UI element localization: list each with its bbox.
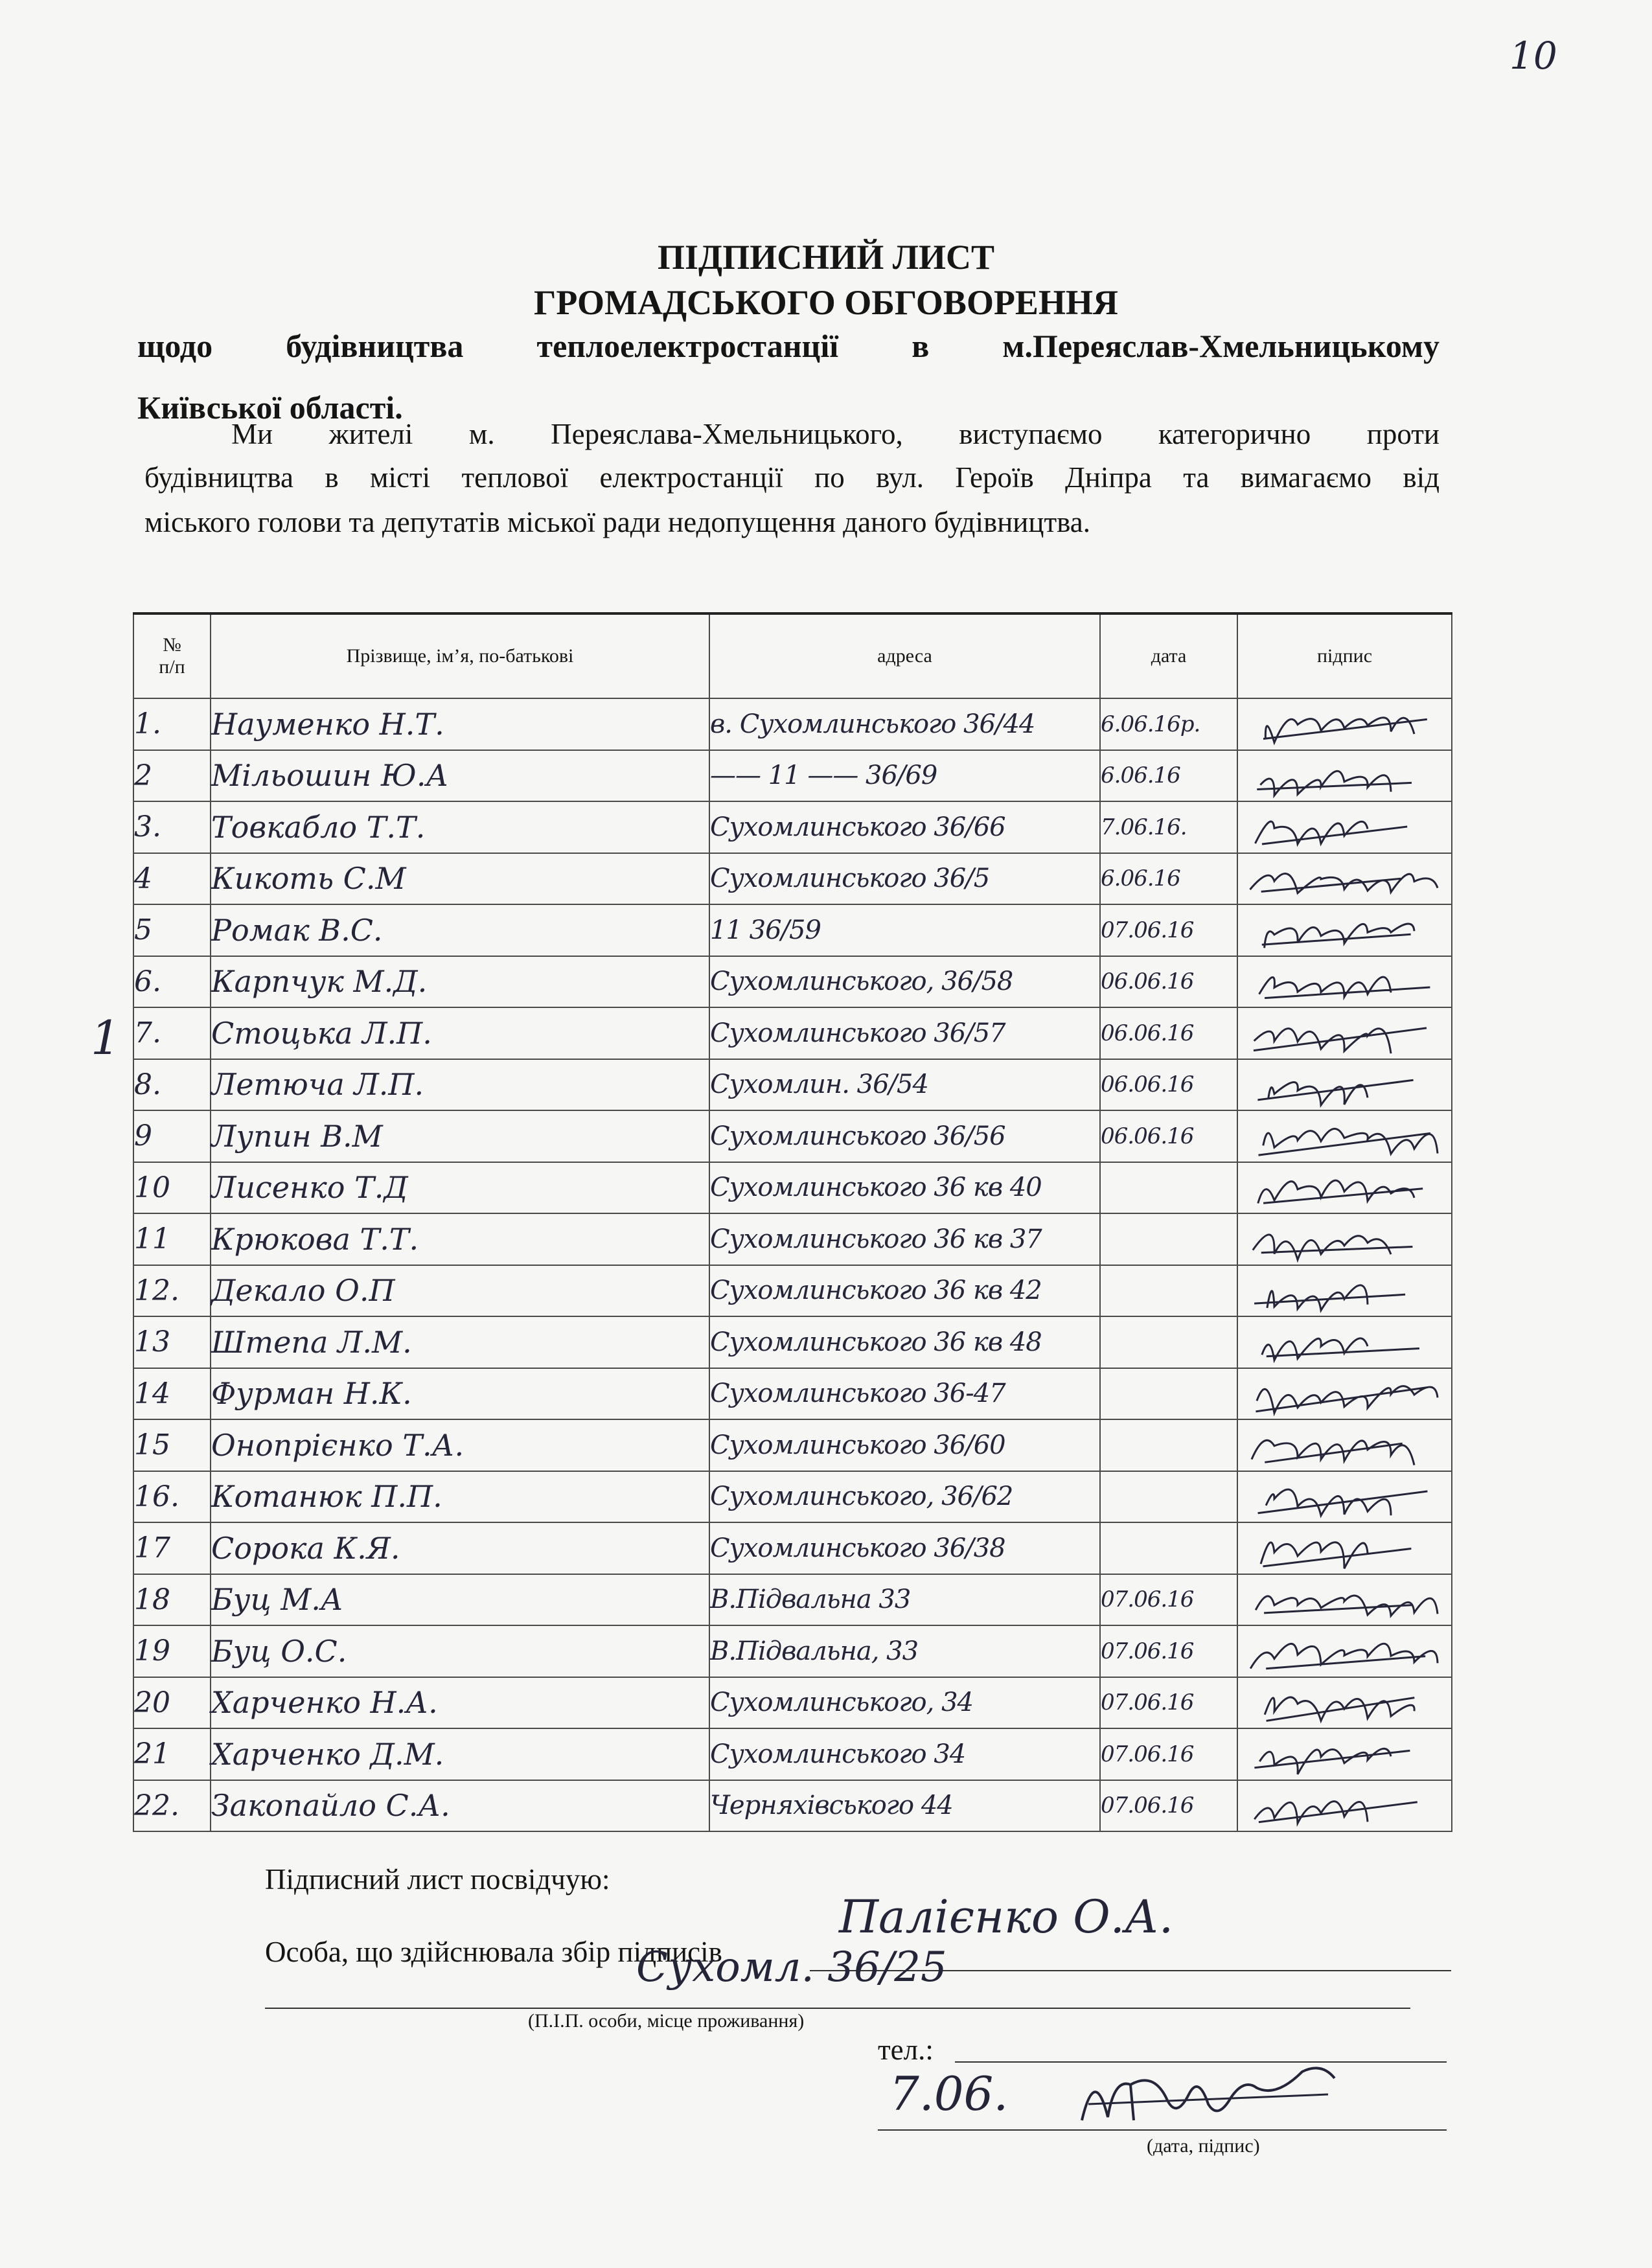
row-number: 21 bbox=[133, 1728, 211, 1780]
signer-address: Сухомлинського, 36/58 bbox=[709, 956, 1100, 1008]
intro-line-3: міського голови та депутатів міської ради недопущення даного будівництва. bbox=[144, 506, 1090, 538]
signature-date bbox=[1100, 1265, 1237, 1317]
signer-address: 11 36/59 bbox=[709, 904, 1100, 956]
title-line-2: ГРОМАДСЬКОГО ОБГОВОРЕННЯ bbox=[534, 283, 1118, 322]
signature-date bbox=[1100, 1471, 1237, 1523]
signature-date: 06.06.16 bbox=[1100, 1110, 1237, 1162]
signer-address: —— 11 —— 36/69 bbox=[709, 750, 1100, 802]
collector-name: Палієнко О.А. bbox=[839, 1890, 1174, 1943]
signature bbox=[1238, 700, 1445, 749]
table-row bbox=[133, 1059, 1452, 1111]
signature-cell bbox=[1237, 1316, 1452, 1368]
row-number: 19 bbox=[133, 1625, 211, 1677]
table-header-row bbox=[133, 613, 1452, 698]
signer-address: В.Підвальна 33 bbox=[709, 1574, 1100, 1626]
table-row bbox=[133, 1213, 1452, 1265]
signature-cell bbox=[1237, 750, 1452, 802]
signer-name: Ромак В.С. bbox=[211, 904, 709, 956]
signer-name: Фурман Н.К. bbox=[211, 1368, 709, 1420]
signature-date bbox=[1100, 1162, 1237, 1214]
signer-address: Сухомлинського 36/38 bbox=[709, 1522, 1100, 1574]
signature-date bbox=[1100, 1522, 1237, 1574]
signer-name: Летюча Л.П. bbox=[211, 1059, 709, 1111]
title-line-1: ПІДПИСНИЙ ЛИСТ bbox=[658, 238, 994, 277]
page-number: 10 bbox=[1509, 34, 1557, 78]
signature bbox=[1238, 1266, 1445, 1315]
signer-address: Сухомлинського 36/57 bbox=[709, 1007, 1100, 1059]
row-number: 15 bbox=[133, 1419, 211, 1471]
table-row bbox=[133, 1265, 1452, 1317]
signature-cell bbox=[1237, 1625, 1452, 1677]
row-number: 8. bbox=[133, 1059, 211, 1111]
signer-name: Буц О.С. bbox=[211, 1625, 709, 1677]
row-number: 17 bbox=[133, 1522, 211, 1574]
table-row bbox=[133, 801, 1452, 853]
signature-date: 07.06.16 bbox=[1100, 904, 1237, 956]
header-number-abbr: п/п bbox=[159, 656, 185, 678]
table-row bbox=[133, 1574, 1452, 1626]
signature bbox=[1238, 1060, 1445, 1109]
signature-cell bbox=[1237, 956, 1452, 1008]
signer-address: в. Сухомлинського 36/44 bbox=[709, 698, 1100, 750]
signer-name: Харченко Н.А. bbox=[211, 1677, 709, 1729]
table-row bbox=[133, 956, 1452, 1008]
signature bbox=[1238, 957, 1445, 1006]
signer-name: Лупин В.М bbox=[211, 1110, 709, 1162]
signer-name: Буц М.А bbox=[211, 1574, 709, 1626]
table-row bbox=[133, 904, 1452, 956]
signature-date: 6.06.16 bbox=[1100, 750, 1237, 802]
row-number: 3. bbox=[133, 801, 211, 853]
signer-name: Кикоть С.М bbox=[211, 853, 709, 905]
signature bbox=[1238, 1369, 1445, 1418]
table-row bbox=[133, 1110, 1452, 1162]
row-number: 11 bbox=[133, 1213, 211, 1265]
signer-address: Сухомлинського, 34 bbox=[709, 1677, 1100, 1729]
signature-cell bbox=[1237, 1471, 1452, 1523]
table-row bbox=[133, 853, 1452, 905]
signer-address: Сухомлинського 36/56 bbox=[709, 1110, 1100, 1162]
header-address: адреса bbox=[709, 613, 1100, 698]
signer-address: Сухомлин. 36/54 bbox=[709, 1059, 1100, 1111]
signer-address: Сухомлинського 36-47 bbox=[709, 1368, 1100, 1420]
title-line-3: щодо будівництва теплоелектростанції в м.Переяслав-Хмельницькому bbox=[137, 328, 1440, 364]
signature bbox=[1238, 1318, 1445, 1367]
signer-name: Лисенко Т.Д bbox=[211, 1162, 709, 1214]
signature bbox=[1238, 1112, 1445, 1161]
row-number: 1. bbox=[133, 698, 211, 750]
signature-date: 07.06.16 bbox=[1100, 1677, 1237, 1729]
signer-address: В.Підвальна, 33 bbox=[709, 1625, 1100, 1677]
signer-address: Сухомлинського 34 bbox=[709, 1728, 1100, 1780]
table-row bbox=[133, 1419, 1452, 1471]
signature-cell bbox=[1237, 1162, 1452, 1214]
signature bbox=[1238, 1524, 1445, 1573]
row-number: 4 bbox=[133, 853, 211, 905]
signature-cell bbox=[1237, 698, 1452, 750]
signature bbox=[1238, 906, 1445, 955]
row-number: 7. bbox=[133, 1007, 211, 1059]
signer-name: Мільошин Ю.А bbox=[211, 750, 709, 802]
signature bbox=[1238, 1627, 1445, 1676]
signer-name: Закопайло С.А. bbox=[211, 1780, 709, 1832]
signer-address: Сухомлинського, 36/62 bbox=[709, 1471, 1100, 1523]
certify-label: Підписний лист посвідчую: bbox=[265, 1863, 610, 1896]
signature-date: 07.06.16 bbox=[1100, 1728, 1237, 1780]
table-row bbox=[133, 1368, 1452, 1420]
table-row bbox=[133, 1007, 1452, 1059]
signature bbox=[1238, 1472, 1445, 1521]
row-number: 14 bbox=[133, 1368, 211, 1420]
name-caption: (П.І.П. особи, місце проживання) bbox=[528, 2010, 805, 2032]
signature-date: 07.06.16 bbox=[1100, 1780, 1237, 1832]
signature-date: 6.06.16р. bbox=[1100, 698, 1237, 750]
intro-line-1: Ми жителі м. Переяслава-Хмельницького, виступаємо категорично проти bbox=[231, 418, 1440, 450]
signature-date bbox=[1100, 1368, 1237, 1420]
signature-cell bbox=[1237, 1522, 1452, 1574]
collector-address: Сухомл. 36/25 bbox=[636, 1943, 947, 1991]
signature-date: 07.06.16 bbox=[1100, 1574, 1237, 1626]
row-number: 9 bbox=[133, 1110, 211, 1162]
intro-line-2: будівництва в місті теплової електростанції по вул. Героїв Дніпра та вимагаємо від bbox=[144, 461, 1440, 494]
collector-address-line bbox=[265, 2008, 1410, 2009]
signature-cell bbox=[1237, 1110, 1452, 1162]
signer-name: Штепа Л.М. bbox=[211, 1316, 709, 1368]
header-name: Прізвище, ім’я, по-батькові bbox=[211, 613, 709, 698]
collector-signature bbox=[1069, 2059, 1341, 2130]
signature-cell bbox=[1237, 1780, 1452, 1832]
signer-address: Сухомлинського 36/60 bbox=[709, 1419, 1100, 1471]
signer-name: Котанюк П.П. bbox=[211, 1471, 709, 1523]
signature-date bbox=[1100, 1419, 1237, 1471]
row-number: 16. bbox=[133, 1471, 211, 1523]
signer-address: Сухомлинського 36 кв 42 bbox=[709, 1265, 1100, 1317]
signature-date: 6.06.16 bbox=[1100, 853, 1237, 905]
signer-address: Сухомлинського 36 кв 37 bbox=[709, 1213, 1100, 1265]
signature-date: 07.06.16 bbox=[1100, 1625, 1237, 1677]
table-row bbox=[133, 1625, 1452, 1677]
row-number: 10 bbox=[133, 1162, 211, 1214]
signature-table bbox=[133, 612, 1452, 1832]
signature-cell bbox=[1237, 1265, 1452, 1317]
signature bbox=[1238, 1215, 1445, 1264]
signature-cell bbox=[1237, 853, 1452, 905]
table-row bbox=[133, 1471, 1452, 1523]
table-row bbox=[133, 1677, 1452, 1729]
signature-date: 7.06.16. bbox=[1100, 801, 1237, 853]
signature bbox=[1238, 751, 1445, 800]
signer-name: Онопрієнко Т.А. bbox=[211, 1419, 709, 1471]
signature bbox=[1238, 1781, 1445, 1830]
signer-name: Декало О.П bbox=[211, 1265, 709, 1317]
row-number: 12. bbox=[133, 1265, 211, 1317]
signer-address: Черняхівського 44 bbox=[709, 1780, 1100, 1832]
signature-date bbox=[1100, 1316, 1237, 1368]
signature-date: 06.06.16 bbox=[1100, 956, 1237, 1008]
signature bbox=[1238, 1575, 1445, 1624]
date-signature-line bbox=[878, 2129, 1447, 2131]
signer-name: Товкабло Т.Т. bbox=[211, 801, 709, 853]
signature-date: 06.06.16 bbox=[1100, 1007, 1237, 1059]
margin-mark: 1 bbox=[91, 1011, 120, 1065]
signature bbox=[1238, 1730, 1445, 1779]
signature-cell bbox=[1237, 1728, 1452, 1780]
signature-cell bbox=[1237, 1574, 1452, 1626]
signer-address: Сухомлинського 36/5 bbox=[709, 853, 1100, 905]
signer-address: Сухомлинського 36 кв 48 bbox=[709, 1316, 1100, 1368]
signature bbox=[1238, 1009, 1445, 1058]
signer-name: Сорока К.Я. bbox=[211, 1522, 709, 1574]
signature bbox=[1238, 1421, 1445, 1470]
header-number bbox=[133, 613, 211, 698]
row-number: 18 bbox=[133, 1574, 211, 1626]
table-row bbox=[133, 1162, 1452, 1214]
row-number: 2 bbox=[133, 750, 211, 802]
signer-name: Науменко Н.Т. bbox=[211, 698, 709, 750]
date-caption: (дата, підпис) bbox=[1147, 2135, 1260, 2157]
signature-cell bbox=[1237, 801, 1452, 853]
signer-name: Крюкова Т.Т. bbox=[211, 1213, 709, 1265]
signer-name: Карпчук М.Д. bbox=[211, 956, 709, 1008]
table-body bbox=[133, 698, 1452, 1831]
header-date: дата bbox=[1100, 613, 1237, 698]
signature-cell bbox=[1237, 1059, 1452, 1111]
table-row bbox=[133, 1780, 1452, 1832]
signer-address: Сухомлинського 36 кв 40 bbox=[709, 1162, 1100, 1214]
table-row bbox=[133, 1316, 1452, 1368]
header-signature: підпис bbox=[1237, 613, 1452, 698]
signature-cell bbox=[1237, 904, 1452, 956]
table-row bbox=[133, 698, 1452, 750]
row-number: 13 bbox=[133, 1316, 211, 1368]
signature-date bbox=[1100, 1213, 1237, 1265]
row-number: 20 bbox=[133, 1677, 211, 1729]
signature-cell bbox=[1237, 1677, 1452, 1729]
table-row bbox=[133, 1728, 1452, 1780]
signature bbox=[1238, 854, 1445, 903]
table-row bbox=[133, 1522, 1452, 1574]
signature bbox=[1238, 1163, 1445, 1212]
signature-cell bbox=[1237, 1007, 1452, 1059]
phone-label: тел.: bbox=[878, 2033, 934, 2066]
signature bbox=[1238, 803, 1445, 852]
row-number: 22. bbox=[133, 1780, 211, 1832]
collector-label: Особа, що здійснювала збір підписів bbox=[265, 1936, 722, 1968]
row-number: 6. bbox=[133, 956, 211, 1008]
signature-date: 06.06.16 bbox=[1100, 1059, 1237, 1111]
title-line-4: Київської області. bbox=[137, 389, 403, 426]
table-row bbox=[133, 750, 1452, 802]
signature-cell bbox=[1237, 1419, 1452, 1471]
signer-name: Харченко Д.М. bbox=[211, 1728, 709, 1780]
signature-cell bbox=[1237, 1368, 1452, 1420]
signer-address: Сухомлинського 36/66 bbox=[709, 801, 1100, 853]
signer-name: Стоцька Л.П. bbox=[211, 1007, 709, 1059]
signature bbox=[1238, 1678, 1445, 1727]
certification-date: 7.06. bbox=[889, 2067, 1009, 2121]
row-number: 5 bbox=[133, 904, 211, 956]
header-number-symbol: № bbox=[163, 634, 181, 656]
signature-cell bbox=[1237, 1213, 1452, 1265]
